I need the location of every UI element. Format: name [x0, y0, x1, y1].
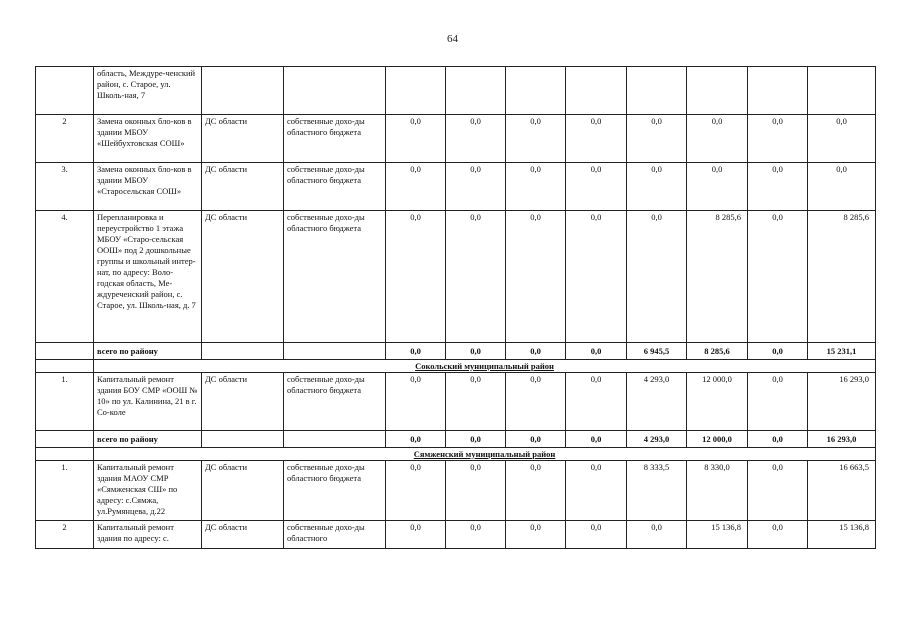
- total-value-cell: 12 000,0: [687, 431, 748, 448]
- source-cell: ДС области: [202, 373, 284, 431]
- source-cell: ДС области: [202, 461, 284, 521]
- value-cell: 16 293,0: [808, 373, 876, 431]
- income-cell: собственные дохо-ды областного: [284, 521, 386, 549]
- income-cell: собственные дохо-ды областного бюджета: [284, 373, 386, 431]
- source-cell: [202, 431, 284, 448]
- table-row: [36, 521, 876, 549]
- table-row: [36, 163, 876, 211]
- total-value-cell: 0,0: [748, 343, 808, 360]
- income-cell: собственные дохо-ды областного бюджета: [284, 211, 386, 343]
- object-name-cell: Капитальный ремонт здания по адресу: с.: [94, 521, 202, 549]
- table-row: [36, 211, 876, 343]
- source-cell: ДС области: [202, 115, 284, 163]
- value-cell: 8 333,5: [627, 461, 687, 521]
- row-number-cell: 2: [36, 521, 94, 549]
- row-number-cell: [36, 431, 94, 448]
- section-title: Сямженский муниципальный район: [94, 448, 876, 461]
- value-cell: 0,0: [566, 461, 627, 521]
- total-value-cell: 0,0: [566, 431, 627, 448]
- value-cell: 0,0: [506, 163, 566, 211]
- total-value-cell: 0,0: [566, 343, 627, 360]
- income-cell: собственные дохо-ды областного бюджета: [284, 115, 386, 163]
- value-cell: 12 000,0: [687, 373, 748, 431]
- value-cell: [386, 67, 446, 115]
- table-row: [36, 461, 876, 521]
- value-cell: 0,0: [506, 115, 566, 163]
- row-number-cell: 1.: [36, 461, 94, 521]
- total-value-cell: 0,0: [446, 343, 506, 360]
- value-cell: 0,0: [446, 115, 506, 163]
- value-cell: 0,0: [566, 211, 627, 343]
- value-cell: 0,0: [748, 521, 808, 549]
- value-cell: 0,0: [386, 461, 446, 521]
- object-name-cell: Капитальный ремонт здания БОУ СМР «ООШ № 10» по ул. Калинина, 21 в г. Со-коле: [94, 373, 202, 431]
- value-cell: 0,0: [566, 115, 627, 163]
- value-cell: 15 136,8: [808, 521, 876, 549]
- total-value-cell: 0,0: [506, 343, 566, 360]
- table-row: [36, 373, 876, 431]
- row-number-cell: [36, 448, 94, 461]
- value-cell: 4 293,0: [627, 373, 687, 431]
- value-cell: 0,0: [506, 461, 566, 521]
- value-cell: 0,0: [506, 211, 566, 343]
- value-cell: 8 285,6: [808, 211, 876, 343]
- source-cell: ДС области: [202, 521, 284, 549]
- value-cell: 0,0: [386, 211, 446, 343]
- object-name-cell: Капитальный ремонт здания МАОУ СМР «Сямженская СШ» по адресу: с.Сямжа, ул.Румянцева, д.22: [94, 461, 202, 521]
- value-cell: 0,0: [748, 461, 808, 521]
- value-cell: 0,0: [566, 163, 627, 211]
- value-cell: 0,0: [627, 211, 687, 343]
- row-number-cell: [36, 343, 94, 360]
- income-cell: [284, 67, 386, 115]
- source-cell: ДС области: [202, 163, 284, 211]
- value-cell: [627, 67, 687, 115]
- value-cell: 0,0: [748, 373, 808, 431]
- value-cell: 0,0: [808, 163, 876, 211]
- total-label: всего по району: [94, 343, 202, 360]
- value-cell: 0,0: [386, 115, 446, 163]
- income-cell: [284, 343, 386, 360]
- total-value-cell: 15 231,1: [808, 343, 876, 360]
- value-cell: [748, 67, 808, 115]
- total-value-cell: 4 293,0: [627, 431, 687, 448]
- object-name-cell: Замена оконных бло-ков в здании МБОУ «Шейбухтовская СОШ»: [94, 115, 202, 163]
- income-cell: собственные дохо-ды областного бюджета: [284, 461, 386, 521]
- total-value-cell: 0,0: [386, 431, 446, 448]
- value-cell: 0,0: [566, 373, 627, 431]
- value-cell: 8 330,0: [687, 461, 748, 521]
- total-value-cell: 0,0: [506, 431, 566, 448]
- value-cell: 0,0: [386, 163, 446, 211]
- total-label: всего по району: [94, 431, 202, 448]
- row-number-cell: [36, 67, 94, 115]
- value-cell: [808, 67, 876, 115]
- row-number-cell: 2: [36, 115, 94, 163]
- value-cell: [446, 67, 506, 115]
- total-row: [36, 343, 876, 360]
- value-cell: 0,0: [808, 115, 876, 163]
- value-cell: 0,0: [627, 521, 687, 549]
- object-name-cell: Перепланировка и переустройство 1 этажа МБОУ «Старо-сельская ООШ» под 2 дошкольные группы и школьный интер-нат, по адресу: Воло-годская область, Ме-ждуреченский район, с. Старое, ул. Школь-ная, д. 7: [94, 211, 202, 343]
- income-cell: [284, 431, 386, 448]
- object-name-cell: Замена оконных бло-ков в здании МБОУ «Старосельская СОШ»: [94, 163, 202, 211]
- value-cell: [566, 67, 627, 115]
- row-number-cell: 3.: [36, 163, 94, 211]
- income-cell: собственные дохо-ды областного бюджета: [284, 163, 386, 211]
- object-name-cell: область, Междуре-ченский район, с. Старое, ул. Школь-ная, 7: [94, 67, 202, 115]
- value-cell: 0,0: [386, 373, 446, 431]
- total-value-cell: 0,0: [446, 431, 506, 448]
- value-cell: 16 663,5: [808, 461, 876, 521]
- value-cell: 8 285,6: [687, 211, 748, 343]
- value-cell: 0,0: [748, 163, 808, 211]
- value-cell: 0,0: [446, 373, 506, 431]
- value-cell: 15 136,8: [687, 521, 748, 549]
- total-value-cell: 6 945,5: [627, 343, 687, 360]
- section-title: Сокольский муниципальный район: [94, 360, 876, 373]
- total-row: [36, 431, 876, 448]
- source-cell: [202, 343, 284, 360]
- value-cell: [506, 67, 566, 115]
- table-row: [36, 115, 876, 163]
- value-cell: 0,0: [627, 115, 687, 163]
- total-value-cell: 8 285,6: [687, 343, 748, 360]
- source-cell: ДС области: [202, 211, 284, 343]
- value-cell: 0,0: [446, 211, 506, 343]
- value-cell: 0,0: [748, 115, 808, 163]
- value-cell: 0,0: [386, 521, 446, 549]
- value-cell: [687, 67, 748, 115]
- page-number: 64: [447, 33, 458, 45]
- value-cell: 0,0: [506, 521, 566, 549]
- value-cell: 0,0: [446, 461, 506, 521]
- value-cell: 0,0: [506, 373, 566, 431]
- total-value-cell: 0,0: [748, 431, 808, 448]
- row-number-cell: 4.: [36, 211, 94, 343]
- row-number-cell: [36, 360, 94, 373]
- value-cell: 0,0: [446, 163, 506, 211]
- section-row: [36, 360, 876, 373]
- table-row: [36, 67, 876, 115]
- value-cell: 0,0: [687, 115, 748, 163]
- total-value-cell: 0,0: [386, 343, 446, 360]
- source-cell: [202, 67, 284, 115]
- value-cell: 0,0: [748, 211, 808, 343]
- budget-table: [35, 66, 876, 549]
- total-value-cell: 16 293,0: [808, 431, 876, 448]
- section-row: [36, 448, 876, 461]
- value-cell: 0,0: [687, 163, 748, 211]
- row-number-cell: 1.: [36, 373, 94, 431]
- value-cell: 0,0: [566, 521, 627, 549]
- value-cell: 0,0: [446, 521, 506, 549]
- value-cell: 0,0: [627, 163, 687, 211]
